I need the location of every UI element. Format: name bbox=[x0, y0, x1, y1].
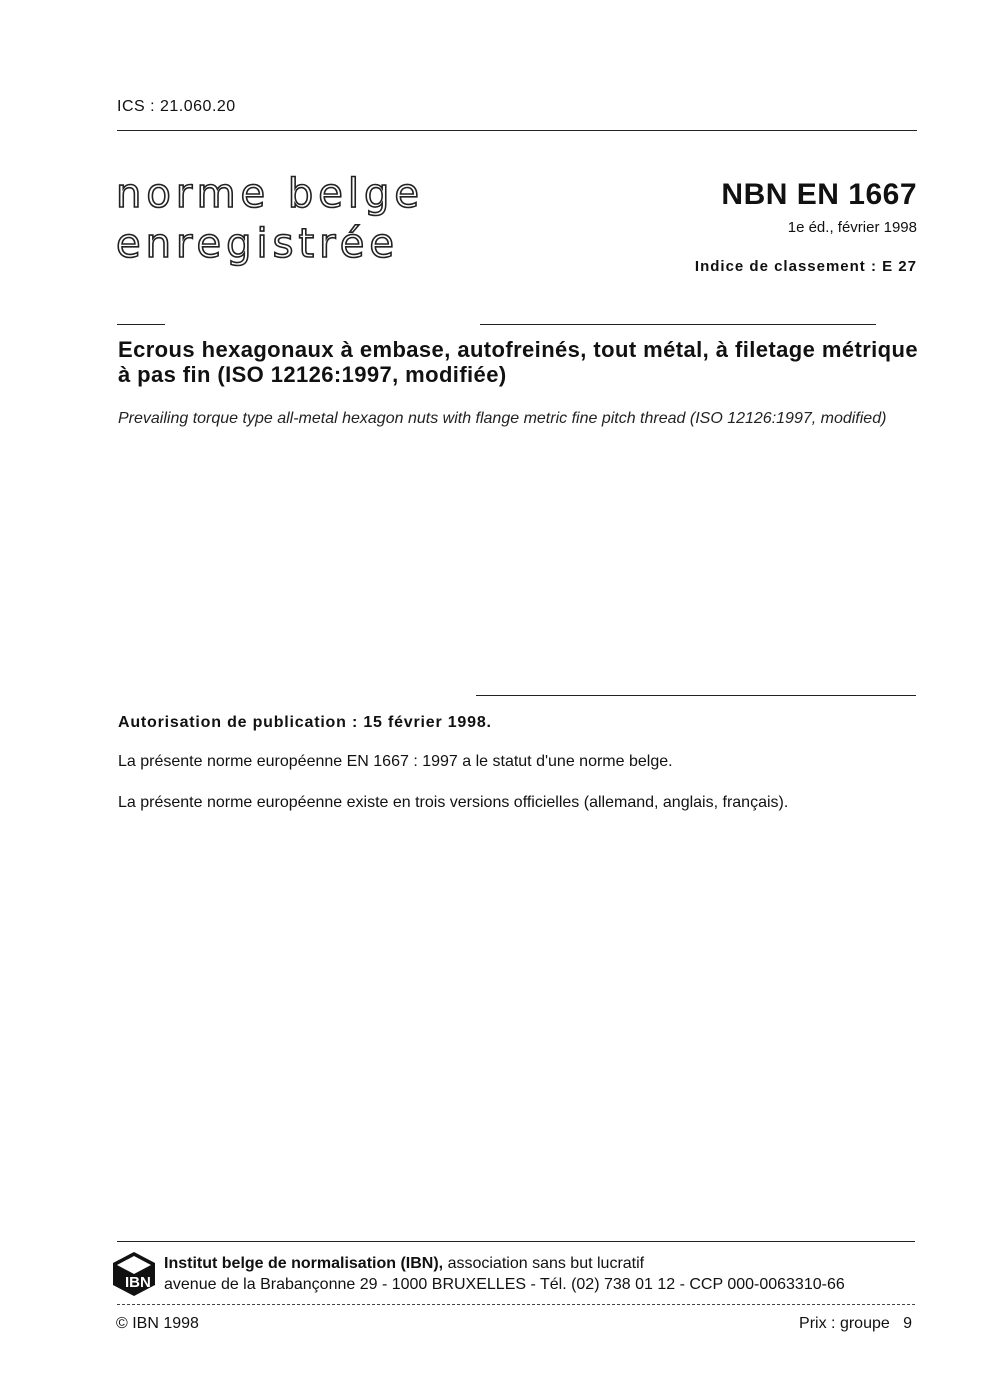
standard-number: NBN EN 1667 bbox=[721, 178, 917, 211]
header-rule bbox=[117, 130, 917, 131]
ibn-logo-icon bbox=[111, 1251, 157, 1297]
title-rule-right bbox=[480, 324, 876, 325]
institute-address: avenue de la Brabançonne 29 - 1000 BRUXELLES - Tél. (02) 738 01 12 - CCP 000-0063310-66 bbox=[164, 1276, 845, 1293]
body-rule bbox=[476, 695, 916, 696]
institute-name: Institut belge de normalisation (IBN), bbox=[164, 1255, 444, 1272]
institute-type: association sans but lucratif bbox=[443, 1255, 645, 1272]
document-title-french: Ecrous hexagonaux à embase, autofreinés, tout métal, à filetage métrique à pas fin (ISO 12126:1997, modifiée) bbox=[118, 337, 918, 387]
title-rule-left bbox=[117, 324, 165, 325]
versions-paragraph: La présente norme européenne existe en trois versions officielles (allemand, anglais, français). bbox=[118, 794, 789, 811]
status-paragraph: La présente norme européenne EN 1667 : 1997 a le statut d'une norme belge. bbox=[118, 753, 673, 770]
ics-code: ICS : 21.060.20 bbox=[117, 98, 236, 115]
footer-rule-top bbox=[117, 1241, 915, 1242]
footer-rule-bottom bbox=[117, 1304, 915, 1305]
institute-line bbox=[164, 1255, 644, 1273]
publication-authorization: Autorisation de publication : 15 février 1998. bbox=[118, 714, 492, 731]
logo-lettering: IBN bbox=[125, 1274, 151, 1291]
price-group: Prix : groupe 9 bbox=[799, 1315, 912, 1332]
document-title-english: Prevailing torque type all-metal hexagon nuts with flange metric fine pitch thread (ISO 12126:1997, modified) bbox=[118, 410, 887, 427]
classification-index: Indice de classement : E 27 bbox=[694, 258, 917, 275]
brand-title-line2: enregistrée bbox=[116, 221, 399, 267]
edition-date: 1e éd., février 1998 bbox=[787, 219, 917, 236]
copyright: © IBN 1998 bbox=[116, 1315, 199, 1332]
brand-title-line1: norme belge bbox=[116, 171, 424, 217]
